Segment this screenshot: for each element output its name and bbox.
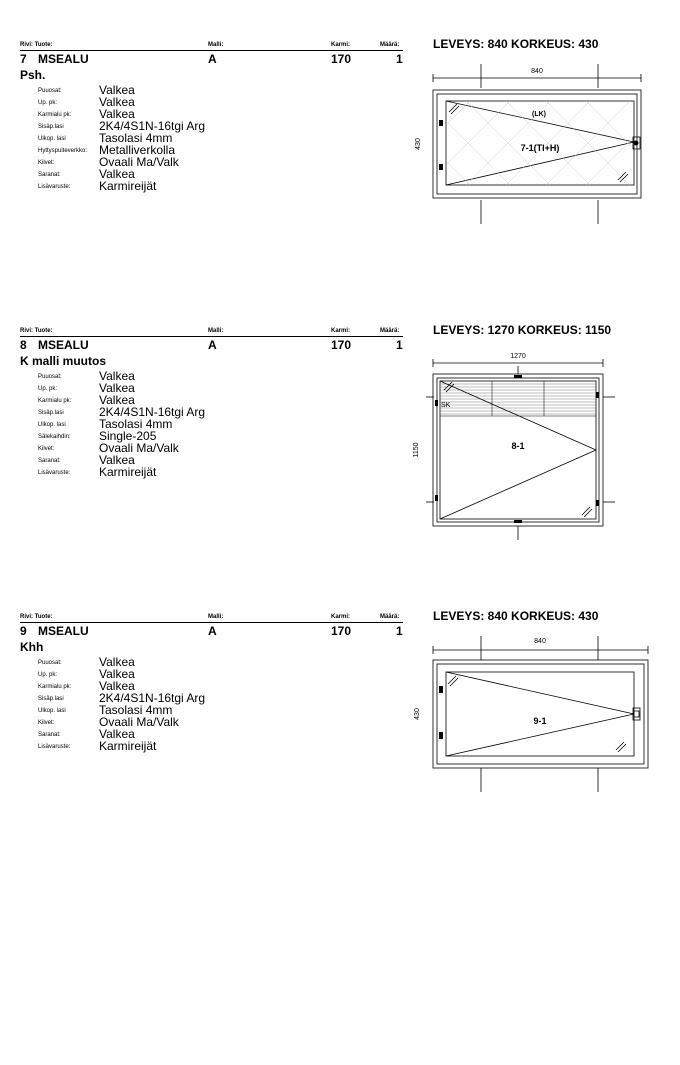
- spec-label: Sälekaihdin:: [38, 434, 71, 440]
- spec-value: Valkea: [99, 393, 135, 407]
- header-malli: Malli:: [208, 42, 224, 48]
- model-value: A: [208, 624, 217, 638]
- frame-value: 170: [331, 338, 352, 352]
- spec-label: Up. pk:: [38, 100, 58, 106]
- spec-label: Hyttyspuiteverkko:: [38, 148, 88, 154]
- room-name: Psh.: [20, 68, 46, 82]
- header-maara: Määrä:: [380, 614, 400, 620]
- blind-label: SK: [441, 402, 451, 409]
- spec-value: Tasolasi 4mm: [99, 703, 173, 717]
- spec-label: Sisäp.lasi: [38, 410, 64, 416]
- header-rule: [20, 50, 403, 51]
- window-drawing: [410, 632, 650, 802]
- window-drawing: [410, 60, 650, 230]
- sash-label: 7-1(TI+H): [520, 143, 560, 153]
- spec-value: Karmireijät: [99, 179, 157, 193]
- width-dimension-label: 840: [531, 68, 543, 75]
- spec-value: 2K4/4S1N-16tgi Arg: [99, 691, 206, 705]
- spec-value: Valkea: [99, 667, 135, 681]
- header-maara: Määrä:: [380, 42, 400, 48]
- hinge-icon: [439, 686, 443, 693]
- quantity-value: 1: [396, 338, 403, 352]
- header-rule: [20, 622, 403, 623]
- product-name: MSEALU: [38, 52, 89, 66]
- header-maara: Määrä:: [380, 328, 400, 334]
- spec-value: Karmireijät: [99, 465, 157, 479]
- lock-icon: [514, 375, 522, 378]
- row-number: 8: [20, 338, 27, 352]
- spec-value: Single-205: [99, 429, 157, 443]
- spec-value: Valkea: [99, 167, 135, 181]
- spec-label: Puuosat:: [38, 374, 62, 380]
- spec-label: Sisäp.lasi: [38, 696, 64, 702]
- spec-label: Lisävaruste:: [38, 470, 71, 476]
- product-name: MSEALU: [38, 338, 89, 352]
- spec-label: Lisävaruste:: [38, 184, 71, 190]
- header-karmi: Karmi:: [331, 42, 351, 48]
- hinge-icon: [439, 732, 443, 739]
- spec-value: Tasolasi 4mm: [99, 131, 173, 145]
- frame-value: 170: [331, 52, 352, 66]
- room-name: K malli muutos: [20, 354, 107, 368]
- glass-pane: [446, 672, 634, 756]
- hinge-icon: [596, 392, 599, 398]
- spec-label: Up. pk:: [38, 386, 58, 392]
- spec-label: Saranat:: [38, 172, 61, 178]
- dimensions-title: LEVEYS: 1270 KORKEUS: 1150: [433, 323, 612, 337]
- sash-label: 8-1: [511, 441, 525, 451]
- hinge-icon: [435, 495, 438, 501]
- hinge-icon: [439, 120, 443, 126]
- spec-value: 2K4/4S1N-16tgi Arg: [99, 405, 206, 419]
- spec-label: Up. pk:: [38, 672, 58, 678]
- header-karmi: Karmi:: [331, 328, 351, 334]
- product-name: MSEALU: [38, 624, 89, 638]
- spec-label: Karmialu pk:: [38, 112, 72, 118]
- opening-type-label: (LK): [532, 111, 546, 118]
- spec-value: Karmireijät: [99, 739, 157, 753]
- spec-label: Karmialu pk:: [38, 398, 72, 404]
- height-dimension-label: 430: [414, 708, 421, 720]
- spec-value: Metalliverkolla: [99, 143, 176, 157]
- header-rule: [20, 336, 403, 337]
- width-dimension-label: 1270: [510, 353, 526, 360]
- spec-value: Valkea: [99, 453, 135, 467]
- spec-label: Ulkop. lasi: [38, 422, 66, 428]
- header-malli: Malli:: [208, 328, 224, 334]
- order-row-8: [0, 320, 680, 560]
- header-rivi-tuote: Rivi: Tuote:: [20, 614, 53, 620]
- header-rivi-tuote: Rivi: Tuote:: [20, 42, 53, 48]
- model-value: A: [208, 338, 217, 352]
- header-malli: Malli:: [208, 614, 224, 620]
- quantity-value: 1: [396, 624, 403, 638]
- dimensions-title: LEVEYS: 840 KORKEUS: 430: [433, 37, 599, 51]
- height-dimension-label: 430: [415, 138, 422, 150]
- spec-label: Puuosat:: [38, 660, 62, 666]
- lock-icon: [514, 520, 522, 523]
- window-drawing: [410, 350, 620, 542]
- spec-value: Ovaali Ma/Valk: [99, 155, 179, 169]
- spec-value: Valkea: [99, 381, 135, 395]
- spec-value: Valkea: [99, 655, 135, 669]
- spec-value: Ovaali Ma/Valk: [99, 715, 179, 729]
- hinge-icon: [435, 400, 438, 406]
- spec-label: Saranat:: [38, 732, 61, 738]
- quantity-value: 1: [396, 52, 403, 66]
- spec-label: Ulkop. lasi: [38, 708, 66, 714]
- order-row-9: [0, 606, 680, 846]
- spec-value: Ovaali Ma/Valk: [99, 441, 179, 455]
- spec-label: Sisäp.lasi: [38, 124, 64, 130]
- height-dimension-label: 1150: [413, 442, 420, 458]
- frame-value: 170: [331, 624, 352, 638]
- width-dimension-label: 840: [534, 638, 546, 645]
- room-name: Khh: [20, 640, 44, 654]
- spec-label: Kilvet:: [38, 720, 55, 726]
- spec-value: Valkea: [99, 679, 135, 693]
- spec-value: Valkea: [99, 95, 135, 109]
- row-number: 9: [20, 624, 27, 638]
- spec-label: Puuosat:: [38, 88, 62, 94]
- spec-value: Valkea: [99, 727, 135, 741]
- header-karmi: Karmi:: [331, 614, 351, 620]
- spec-label: Karmialu pk:: [38, 684, 72, 690]
- spec-label: Saranat:: [38, 458, 61, 464]
- hinge-icon: [596, 500, 599, 506]
- spec-value: 2K4/4S1N-16tgi Arg: [99, 119, 206, 133]
- hinge-icon: [439, 164, 443, 170]
- spec-label: Ulkop. lasi: [38, 136, 66, 142]
- spec-label: Kilvet:: [38, 160, 55, 166]
- spec-value: Valkea: [99, 83, 135, 97]
- row-number: 7: [20, 52, 27, 66]
- dimensions-title: LEVEYS: 840 KORKEUS: 430: [433, 609, 599, 623]
- spec-label: Kilvet:: [38, 446, 55, 452]
- spec-value: Tasolasi 4mm: [99, 417, 173, 431]
- spec-value: Valkea: [99, 107, 135, 121]
- model-value: A: [208, 52, 217, 66]
- sash-label: 9-1: [533, 716, 547, 726]
- header-rivi-tuote: Rivi: Tuote:: [20, 328, 53, 334]
- spec-label: Lisävaruste:: [38, 744, 71, 750]
- spec-value: Valkea: [99, 369, 135, 383]
- order-row-7: [0, 34, 680, 274]
